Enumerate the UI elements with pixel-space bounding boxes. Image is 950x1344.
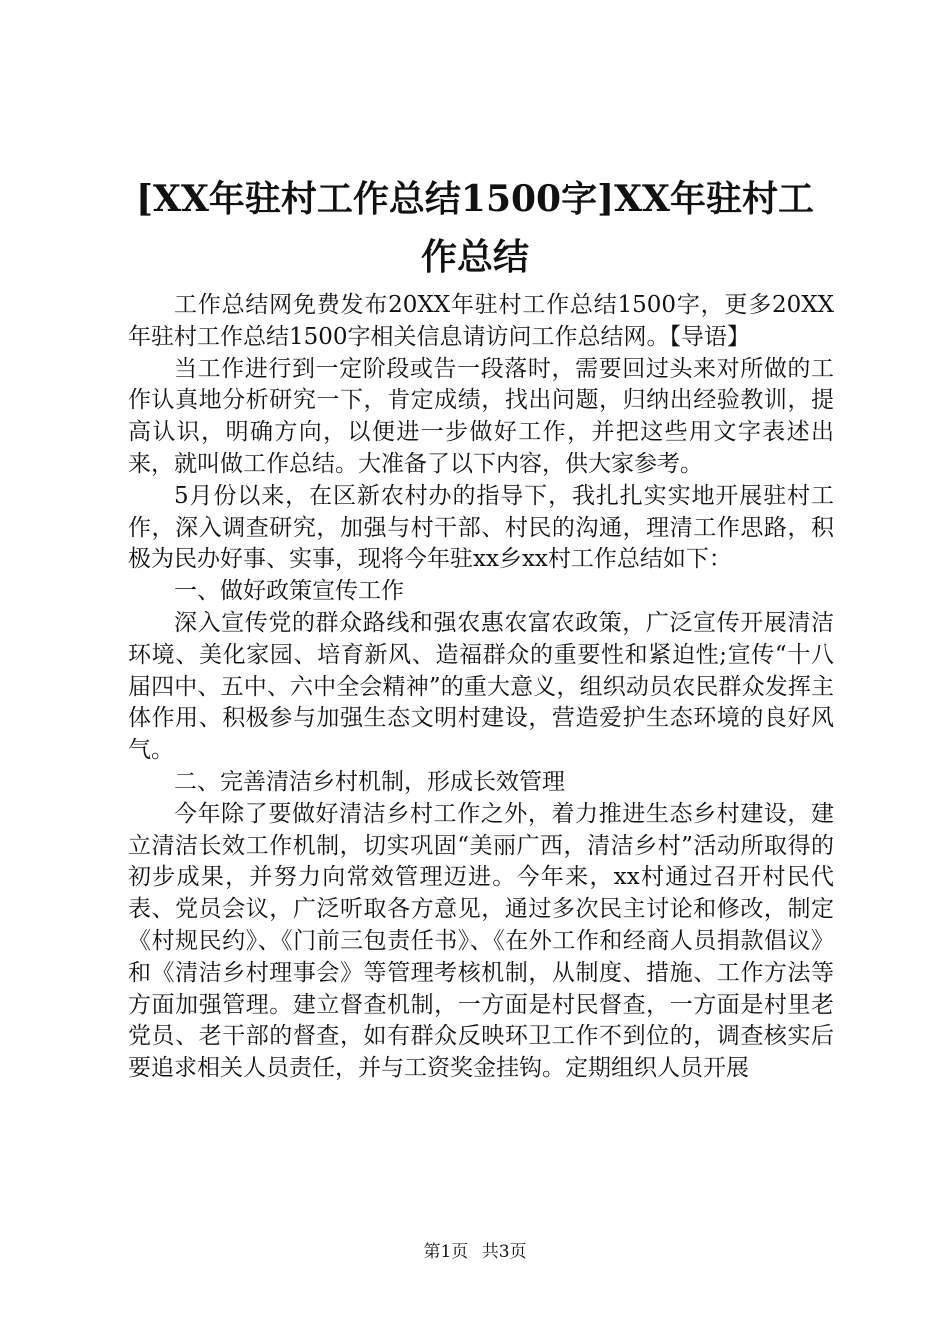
overview-paragraph: 5月份以来，在区新农村办的指导下，我扎扎实实地开展驻村工作，深入调查研究，加强与村干部、村民的沟通，理清工作思路，积极为民办好事、实事，现将今年驻xx乡xx村工作总结如下： [128,482,834,573]
document-title: [XX年驻村工作总结1500字]XX年驻村工作总结 [136,178,814,278]
section-heading-policy: 一、做好政策宣传工作 [174,578,404,605]
page-footer [0,1240,950,1264]
page-total: 共3页 [481,1242,527,1262]
mechanism-paragraph: 今年除了要做好清洁乡村工作之外，着力推进生态乡村建设，建立清洁长效工作机制，切实巩固“美丽广西，清洁乡村”活动所取得的初步成果，并努力向常效管理迈进。今年来，xx村通过召开村民代表、党员会议，广泛听取各方意见，通过多次民主讨论和修改，制定《村规民约》、《门前三包责任书》、《在外工作和经商人员捐款倡议》和《清洁乡村理事会》等管理考核机制，从制度、措施、工作方法等方面加强管理。建立督查机制，一方面是村民督查，一方面是村里老党员、老干部的督查，如有群众反映环卫工作不到位的，调查核实后要追求相关人员责任，并与工资奖金挂钩。定期组织人员开展 [128,800,834,1082]
intro-paragraph: 工作总结网免费发布20XX年驻村工作总结1500字，更多20XX年驻村工作总结1500字相关信息请访问工作总结网。【导语】 [128,292,834,350]
document-body [128,290,834,1085]
preface-paragraph: 当工作进行到一定阶段或告一段落时，需要回过头来对所做的工作认真地分析研究一下，肯定成绩，找出问题，归纳出经验教训，提高认识，明确方向，以便进一步做好工作，并把这些用文字表述出来，就叫做工作总结。大准备了以下内容，供大家参考。 [128,355,834,477]
section-heading-mechanism: 二、完善清洁乡村机制，形成长效管理 [174,768,565,795]
page-number: 第1页 [423,1242,469,1262]
policy-paragraph: 深入宣传党的群众路线和强农惠农富农政策，广泛宣传开展清洁环境、美化家园、培育新风、造福群众的重要性和紧迫性;宣传“十八届四中、五中、六中全会精神”的重大意义，组织动员农民群众发挥主体作用、积极参与加强生态文明村建设，营造爱护生态环境的良好风气。 [128,609,834,764]
